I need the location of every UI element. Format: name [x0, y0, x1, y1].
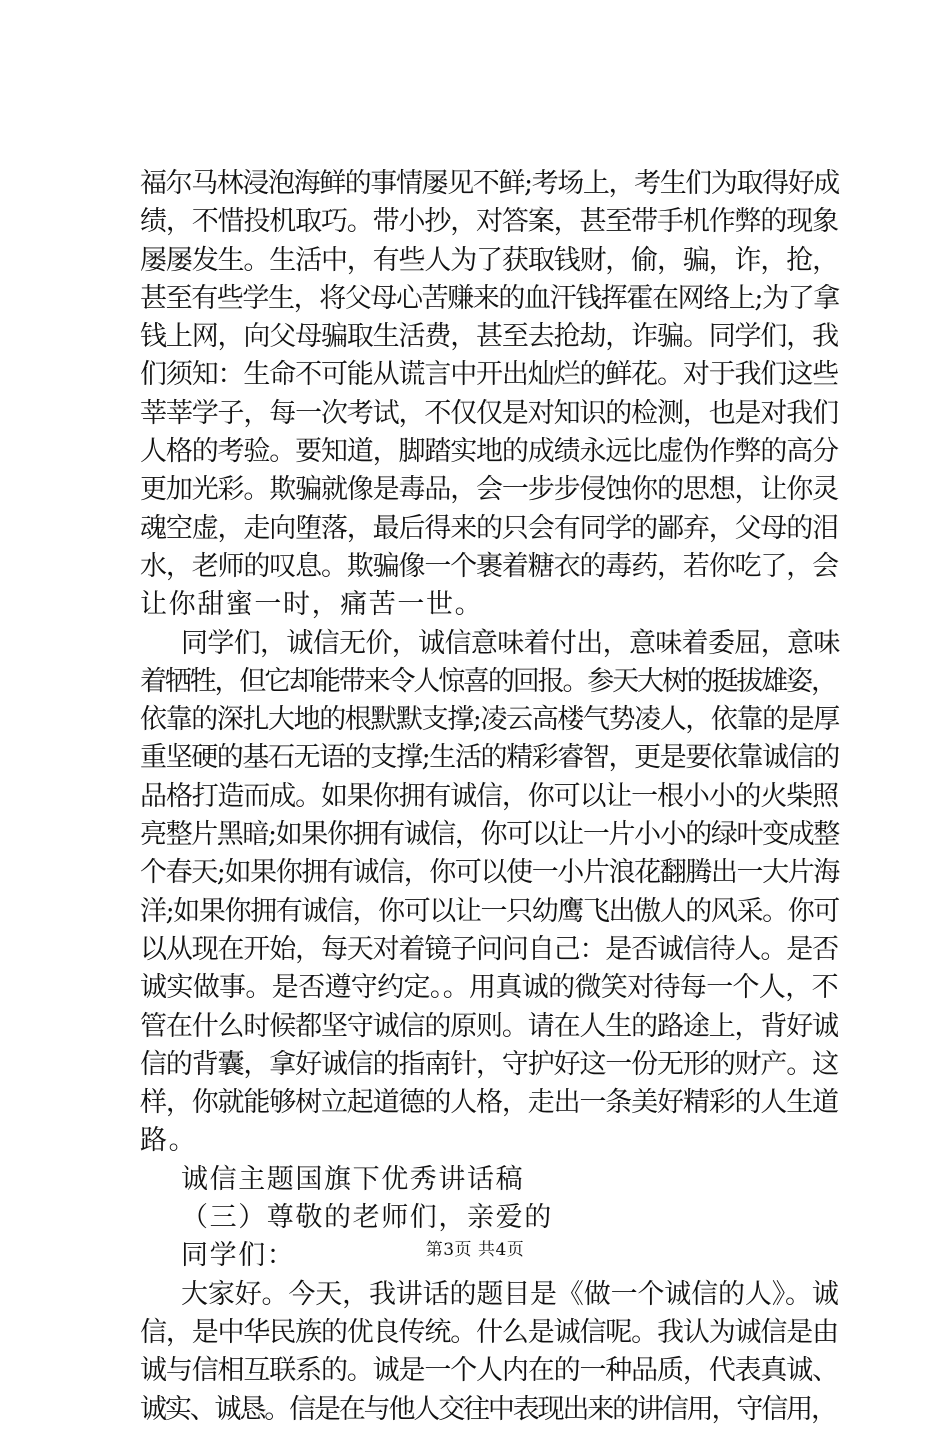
text-line: 甚至有些学生，将父母心苦赚来的血汗钱挥霍在网络上;为了拿 [140, 282, 839, 314]
text-line: 绩，不惜投机取巧。带小抄，对答案，甚至带手机作弊的现象 [140, 206, 838, 238]
text-line: 以从现在开始，每天对着镜子问问自己：是否诚信待人。是否 [140, 933, 838, 965]
text-line: 人格的考验。要知道，脚踏实地的成绩永远比虚伪作弊的高分 [140, 436, 838, 468]
text-line: 同学们： [181, 1240, 296, 1272]
text-line: 重坚硬的基石无语的支撑;生活的精彩睿智，更是要依靠诚信的 [140, 742, 839, 774]
text-line: 亮整片黑暗;如果你拥有诚信，你可以让一片小小的绿叶变成整 [140, 819, 839, 851]
text-line: 同学们，诚信无价，诚信意味着付出，意味着委屈，意味 [181, 627, 840, 659]
text-line: 诚信主题国旗下优秀讲话稿 [181, 1163, 525, 1195]
text-line: 莘莘学子，每一次考试，不仅仅是对知识的检测，也是对我们 [140, 397, 838, 429]
text-line: 诚实、诚恳。信是在与他人交往中表现出来的讲信用，守信用， [140, 1393, 836, 1425]
text-line: 个春天;如果你拥有诚信，你可以使一小片浪花翻腾出一大片海 [140, 857, 839, 889]
text-line: 更加光彩。欺骗就像是毒品，会一步步侵蚀你的思想，让你灵 [140, 474, 838, 506]
text-line: 诚实做事。是否遵守约定。。用真诚的微笑对待每一个人，不 [140, 972, 838, 1004]
page-footer: 第3页 共4页 [425, 1240, 525, 1260]
text-line: 让你甜蜜一时，痛苦一世。 [140, 589, 484, 621]
text-line: 信的背囊，拿好诚信的指南针，守护好这一份无形的财产。这 [140, 1048, 838, 1080]
text-line: 大家好。今天，我讲话的题目是《做一个诚信的人》。诚 [181, 1278, 839, 1310]
text-line: 管在什么时候都坚守诚信的原则。请在人生的路途上，背好诚 [140, 1010, 838, 1042]
text-line: 水，老师的叹息。欺骗像一个裹着糖衣的毒药，若你吃了，会 [140, 550, 838, 582]
text-line: 洋;如果你拥有诚信，你可以让一只幼鹰飞出傲人的风采。你可 [140, 895, 839, 927]
text-line: 品格打造而成。如果你拥有诚信，你可以让一根小小的火柴照 [140, 780, 838, 812]
text-line: 屡屡发生。生活中，有些人为了获取钱财，偷，骗，诈，抢， [140, 244, 838, 276]
text-line: 福尔马林浸泡海鲜的事情屡见不鲜;考场上，考生们为取得好成 [140, 168, 839, 199]
text-line: 诚与信相互联系的。诚是一个人内在的一种品质，代表真诚、 [140, 1355, 838, 1387]
text-line: 样，你就能够树立起道德的人格，走出一条美好精彩的人生道 [140, 1087, 838, 1119]
text-line: （三）尊敬的老师们，亲爱的 [181, 1202, 553, 1234]
text-line: 魂空虚，走向堕落，最后得来的只会有同学的鄙弃，父母的泪 [140, 512, 838, 544]
text-line: 路。 [140, 1125, 198, 1157]
text-line: 们须知：生命不可能从谎言中开出灿烂的鲜花。对于我们这些 [140, 359, 838, 391]
text-line: 信，是中华民族的优良传统。什么是诚信呢。我认为诚信是由 [140, 1316, 838, 1348]
text-line: 着牺牲，但它却能带来令人惊喜的回报。参天大树的挺拔雄姿， [140, 665, 836, 697]
text-line: 钱上网，向父母骗取生活费，甚至去抢劫，诈骗。同学们，我 [140, 321, 838, 353]
text-line: 依靠的深扎大地的根默默支撑;凌云高楼气势凌人，依靠的是厚 [140, 704, 839, 736]
